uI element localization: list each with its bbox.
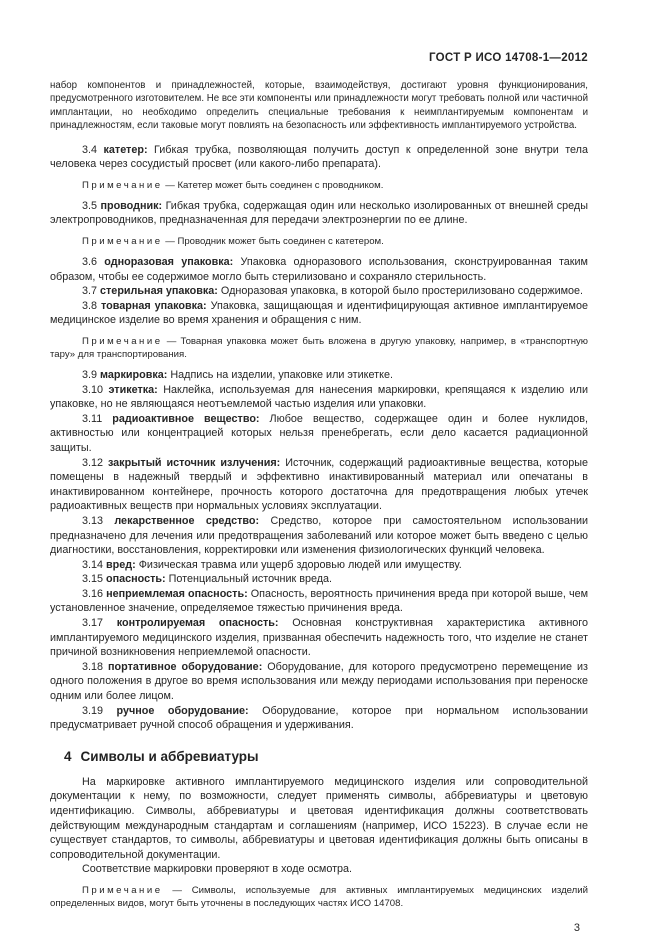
definition-term: опасность:: [106, 573, 166, 586]
definition-3-15: 3.15 опасность: Потенциальный источник вреда.: [82, 573, 333, 586]
definition-number: 3.18: [82, 660, 108, 673]
page-content-area: [50, 52, 588, 934]
definition-number: 3.9: [82, 368, 101, 381]
note-label: Примечание: [82, 884, 163, 896]
definition-number: 3.8: [82, 299, 101, 312]
note: Примечание — Символы, используемые для активных имплантируемых медицинских изделий определенных видов, могут быть уточнены в последующих частях ИСО 14708.: [50, 884, 588, 909]
continuation-paragraph: набор компонентов и принадлежностей, которые, взаимодействуя, достигают уровня функционирования, предусмотренного изготовителем. Не все эти компоненты или принадлежности могут требовать полной или частичной имплантации, но необходимо определить специальные требования к неимплантируемым компонентам и принадлежностям, если таковые могут повлиять на безопасность или эффективность имплантируемого устройства.: [50, 80, 588, 132]
section-heading: [50, 749, 588, 764]
definition-number: 3.13: [82, 514, 115, 527]
document-code: ГОСТ Р ИСО 14708-1—2012: [428, 52, 588, 64]
definition-term: стерильная упаковка:: [100, 285, 218, 298]
definition-term: контролируемая опасность:: [116, 617, 279, 630]
definition-term: ручное оборудование:: [116, 704, 249, 717]
definition-3-12: 3.12 закрытый источник излучения: Источник, содержащий радиоактивные вещества, которые помещены в надежный твердый и эффективно инактивированный материал или опечатаны в инактивированном контейнере, прочность которого достаточна для предотвращения любых утечек радиоактивных веществ при нормальных условиях эксплуатации.: [50, 456, 589, 513]
definition-number: 3.15: [82, 573, 107, 586]
definition-number: 3.4: [82, 143, 104, 156]
definition-3-5: 3.5 проводник: Гибкая трубка, содержащая один или несколько изолированных от внешней среды электропроводников, предназначенная для передачи электроэнергии по ее длине.: [50, 199, 588, 227]
definition-3-6: 3.6 одноразовая упаковка: Упаковка одноразового использования, сконструированная таким образом, чтобы ее содержимое могло быть стерилизовано и сохраняло стерильность.: [50, 256, 588, 283]
definition-3-11: 3.11 радиоактивное вещество: Любое вещество, содержащее один и более нуклидов, активностью или концентрацией которых нельзя пренебрегать, если дело касается радиационной защиты.: [50, 412, 588, 454]
section-title: Символы и аббревиатуры: [80, 748, 259, 764]
definition-3-10: 3.10 этикетка: Наклейка, используемая для нанесения маркировки, крепящаяся к изделию или упаковке, но не являющаяся неотъемлемой частью изделия или упаковки.: [50, 383, 588, 411]
definition-3-9: 3.9 маркировка: Надпись на изделии, упаковке или этикетке.: [82, 368, 393, 381]
definition-3-17: 3.17 контролируемая опасность: Основная конструктивная характеристика активного имплантируемого медицинского изделия, призванная обеспечить надежность того, что изделие не станет причиной возникновения неприемлемой опасности.: [50, 617, 589, 659]
definition-3-19: 3.19 ручное оборудование: Оборудование, которое при нормальном использовании предусматривает ручной способ обращения и удерживания.: [50, 704, 588, 732]
definition-term: одноразовая упаковка:: [104, 256, 234, 268]
document-footer: [50, 922, 588, 934]
definition-number: 3.11: [82, 412, 113, 425]
definition-number: 3.6: [82, 256, 105, 268]
definition-number: 3.12: [82, 456, 108, 469]
page-number: 3: [573, 921, 580, 934]
section-number: 4: [64, 748, 72, 764]
definition-number: 3.7: [82, 285, 101, 298]
note-label: Примечание: [82, 335, 163, 347]
note-label: Примечание: [82, 236, 163, 247]
note: Примечание — Катетер может быть соединен с проводником.: [82, 179, 384, 191]
definition-3-8: 3.8 товарная упаковка: Упаковка, защищающая и идентифицирующая активное имплантируемое медицинское изделие во время хранения и обращения с ним.: [50, 299, 588, 327]
definition-number: 3.5: [82, 199, 101, 212]
definition-number: 3.16: [82, 587, 107, 600]
definition-3-16: 3.16 неприемлемая опасность: Опасность, вероятность причинения вреда при которой выше, чем установленное значение, определяемое тяжестью причинения вреда.: [50, 587, 589, 615]
definition-term: проводник:: [100, 199, 163, 212]
definition-3-7: 3.7 стерильная упаковка: Одноразовая упаковка, в которой было простерилизовано содержимое.: [82, 285, 584, 298]
definition-number: 3.10: [82, 383, 109, 396]
definition-term: неприемлемая опасность:: [106, 587, 248, 600]
body-paragraph: Соответствие маркировки проверяют в ходе осмотра.: [82, 863, 353, 876]
definition-term: катетер:: [103, 143, 148, 156]
definition-3-13: 3.13 лекарственное средство: Средство, которое при самостоятельном использовании предназначено для лечения или предотвращения заболеваний или которое может быть введено с целью диагностики, восстановления, корректировки или изменения физиологических функций человека.: [50, 514, 589, 557]
definition-number: 3.19: [82, 704, 117, 717]
definition-3-14: 3.14 вред: Физическая травма или ущерб здоровью людей или имуществу.: [82, 558, 462, 571]
definition-term: портативное оборудование:: [108, 660, 263, 673]
definition-term: лекарственное средство:: [114, 514, 260, 527]
definition-3-4: 3.4 катетер: Гибкая трубка, позволяющая получить доступ к определенной зоне внутри тела человека через сосудистый просвет (или какого-либо препарата).: [50, 143, 588, 171]
document-blocks: [50, 79, 588, 910]
definition-term: закрытый источник излучения:: [107, 456, 281, 469]
definition-number: 3.14: [82, 558, 107, 571]
definition-number: 3.17: [82, 617, 117, 630]
note: Примечание — Проводник может быть соединен с катетером.: [82, 236, 384, 247]
body-paragraph: На маркировке активного имплантируемого медицинского изделия или сопроводительной документации к нему, по возможности, следует применять символы, аббревиатуры и цветовую идентификацию. Символы, аббревиатуры и цветовая идентификация должны соответствовать действующим международным стандартам и соглашениям (например, ИСО 15223). В случае если не существует стандартов, то символы, аббревиатуры и цветовая идентификация должны быть описаны в сопроводительной документации.: [50, 775, 588, 861]
definition-term: этикетка:: [108, 383, 158, 396]
definition-term: маркировка:: [100, 368, 168, 381]
document-header: [50, 52, 588, 64]
definition-term: вред:: [106, 558, 136, 571]
definition-term: радиоактивное вещество:: [112, 412, 260, 425]
definition-3-18: 3.18 портативное оборудование: Оборудование, для которого предусмотрено перемещение из одного положения в другое во время использования или между периодами использования при переноске одним или более лицом.: [50, 660, 588, 703]
note-label: Примечание: [82, 179, 163, 191]
note: Примечание — Товарная упаковка может быть вложена в другую упаковку, например, в «транспортную тару» для транспортирования.: [50, 335, 588, 360]
definition-term: товарная упаковка:: [100, 299, 207, 312]
